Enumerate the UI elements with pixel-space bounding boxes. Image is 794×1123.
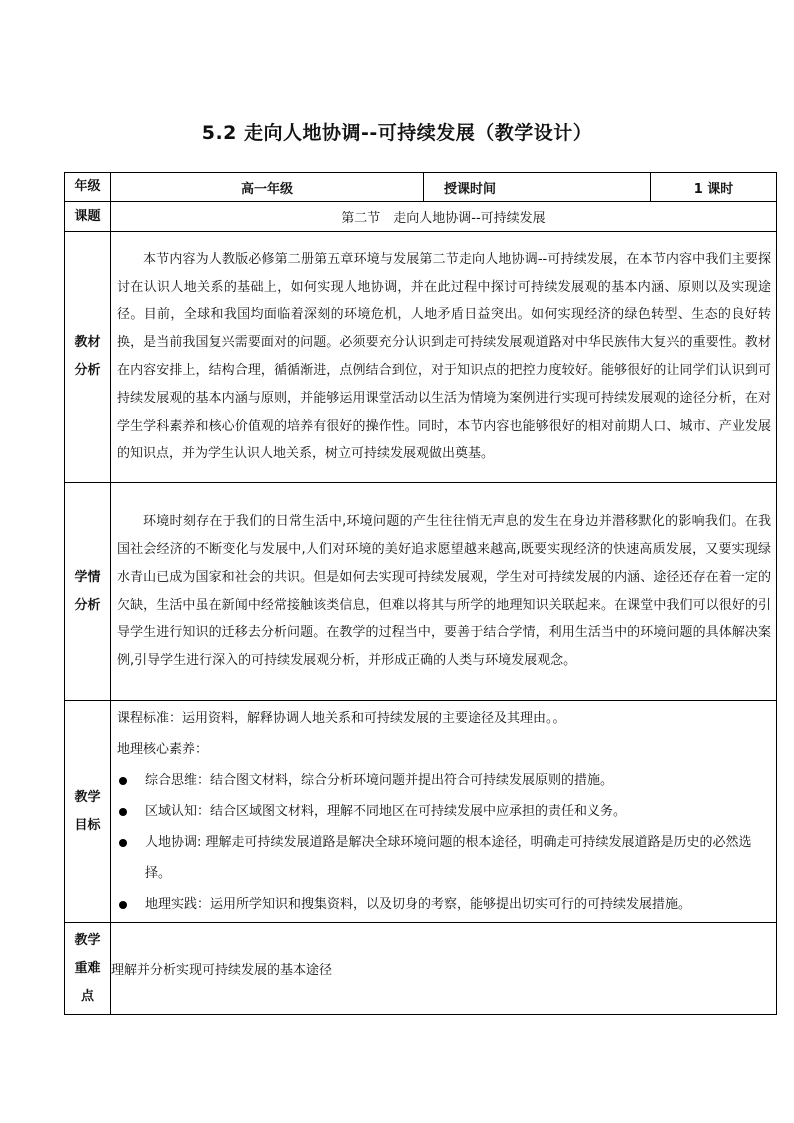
goal-bullet-text: 地理实践：运用所学知识和搜集资料，以及切身的考察，能够提出切实可行的可持续发展措施。 <box>145 897 692 912</box>
textbook-analysis-label <box>65 232 111 483</box>
textbook-analysis-label-line-1: 教材 <box>74 335 101 350</box>
bullet-dot-icon <box>119 777 127 785</box>
teaching-goals-label <box>65 701 111 923</box>
goal-bullet <box>117 889 771 920</box>
topic-label: 课题 <box>65 202 111 232</box>
key-points-text: 理解并分析实现可持续发展的基本途径 <box>111 923 777 1015</box>
goal-bullet <box>117 796 771 827</box>
page-title: 5.2 走向人地协调--可持续发展（教学设计） <box>201 122 593 144</box>
key-points-label-line-2: 重难 <box>74 960 101 976</box>
bullet-dot-icon <box>119 808 127 816</box>
curriculum-standard: 课程标准：运用资料，解释协调人地关系和可持续发展的主要途径及其理由。。 <box>117 711 566 726</box>
key-points-label-line-1: 教学 <box>74 932 101 948</box>
bullet-dot-icon <box>119 901 127 909</box>
grade-value: 高一年级 <box>111 173 424 202</box>
textbook-analysis-label-line-2: 分析 <box>74 363 101 378</box>
student-analysis-label <box>65 483 111 701</box>
goal-bullet <box>117 827 771 889</box>
class-time-label: 授课时间 <box>424 173 651 202</box>
textbook-analysis-cell <box>111 232 777 483</box>
core-literacy-heading: 地理核心素养： <box>117 742 209 757</box>
class-time-value: 1 课时 <box>651 173 777 202</box>
teaching-goals-row <box>65 701 777 923</box>
topic-row <box>65 202 777 232</box>
teaching-goals-label-line-2: 目标 <box>74 817 101 833</box>
lesson-plan-table <box>64 172 777 1015</box>
teaching-goals-label-line-1: 教学 <box>74 789 101 805</box>
topic-value: 第二节 走向人地协调--可持续发展 <box>111 202 777 232</box>
student-analysis-cell <box>111 483 777 701</box>
textbook-analysis-row <box>65 232 777 483</box>
student-analysis-text: 环境时刻存在于我们的日常生活中,环境问题的产生往往悄无声息的发生在身边并潜移默化的影响我们。在我国社会经济的不断变化与发展中,人们对环境的美好追求愿望越来越高,既要实现经济的快速高质发展，又要实现绿水青山已成为国家和社会的共识。但是如何去实现可持续发展观，学生对可持续发展的内涵、途径还存在着一定的欠缺，生活中虽在新闻中经常接触该类信息，但难以将其与所学的地理知识关联起来。在课堂中我们可以很好的引导学生进行知识的迁移去分析问题。在教学的过程当中，要善于结合学情，利用生活当中的环境问题的具体解决案例,引导学生进行深入的可持续发展观分析，并形成正确的人类与环境发展观念。 <box>117 514 771 669</box>
grade-label: 年级 <box>65 173 111 202</box>
goal-bullet-text: 人地协调: 理解走可持续发展道路是解决全球环境问题的根本途径，明确走可持续发展道路是历史的必然选择。 <box>145 835 752 881</box>
student-analysis-label-line-2: 分析 <box>74 597 101 613</box>
textbook-analysis-text: 本节内容为人教版必修第二册第五章环境与发展第二节走向人地协调--可持续发展，在本节内容中我们主要探讨在认识人地关系的基础上，如何实现人地协调，并在此过程中探讨可持续发展观的基本内涵、原则以及实现途径。目前，全球和我国均面临着深刻的环境危机，人地矛盾日益突出。如何实现经济的绿色转型、生态的良好转换，是当前我国复兴需要面对的问题。必须要充分认识到走可持续发展观道路对中华民族伟大复兴的重要性。教材在内容安排上，结构合理，循循渐进，点例结合到位，对于知识点的把控力度较好。能够很好的让同学们认识到可持续发展观的基本内涵与原则，并能够运用课堂活动以生活为情境为案例进行实现可持续发展观的途径分析，在对学生学科素养和核心价值观的培养有很好的操作性。同时，本节内容也能够很好的相对前期人口、城市、产业发展的知识点，并为学生认识人地关系，树立可持续发展观做出奠基。 <box>117 251 771 462</box>
teaching-goals-content <box>111 701 776 922</box>
key-points-label-line-3: 点 <box>80 988 94 1004</box>
student-analysis-row <box>65 483 777 701</box>
teaching-goals-cell <box>111 701 777 923</box>
key-points-label <box>65 923 111 1015</box>
student-analysis-label-line-1: 学情 <box>74 569 101 585</box>
goal-bullet-text: 区域认知：结合区域图文材料，理解不同地区在可持续发展中应承担的责任和义务。 <box>145 804 627 819</box>
goal-bullet <box>117 765 771 796</box>
bullet-dot-icon <box>119 839 127 847</box>
grade-row <box>65 173 777 202</box>
key-points-row <box>65 923 777 1015</box>
goal-bullet-text: 综合思维：结合图文材料，综合分析环境问题并提出符合可持续发展原则的措施。 <box>145 773 614 788</box>
